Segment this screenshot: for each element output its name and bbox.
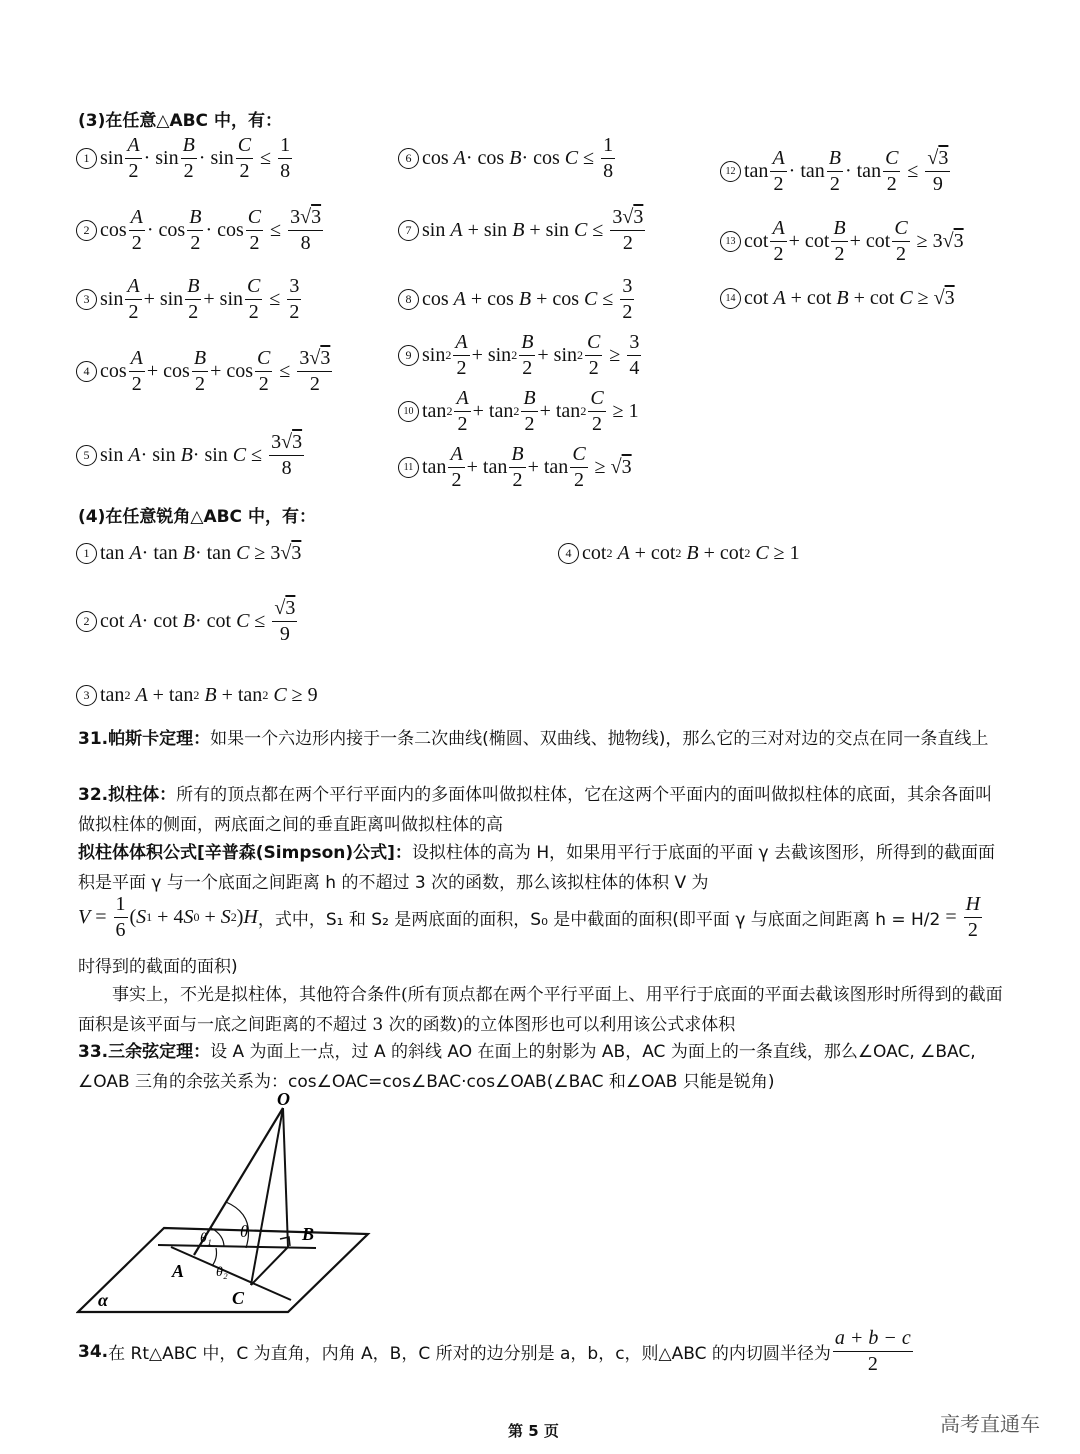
inradius-denominator: 2 — [867, 1353, 878, 1375]
item-32 — [78, 780, 1008, 840]
section3-heading: (3)在任意△ABC 中，有： — [78, 111, 282, 131]
item-31-title: 31.帕斯卡定理： — [78, 729, 211, 749]
ineq-12: 12 tan $\frac{A}{2}$ · tan $\frac{B}{2}$ · tan $\frac{C}{2}$ ≤ $\frac{√3}{9}$ — [720, 148, 952, 195]
item-33-title: 33.三余弦定理： — [78, 1042, 211, 1062]
ineq-3: 3 sin $\frac{A}{2}$ + sin $\frac{B}{2}$ + sin $\frac{C}{2}$ ≤ $\frac{3}{2}$ — [76, 276, 303, 323]
acute-ineq-3: 3 tan 2 A + tan 2 B + tan 2 C ≥ 9 — [76, 684, 318, 707]
item-34-title: 34. — [78, 1341, 109, 1362]
label-a: A — [172, 1261, 185, 1281]
ineq-9: 9 sin 2 $\frac{A}{2}$ + sin 2 $\frac{B}{2}$ + sin 2 $\frac{C}{2}$ ≥ $\frac{3}{4}$ — [398, 332, 643, 379]
section4-heading: (4)在任意锐角△ABC 中，有： — [78, 507, 316, 527]
acute-ineq-4: 4 cot 2 A + cot 2 B + cot 2 C ≥ 1 — [558, 542, 800, 565]
ineq-8: 8 cos A + cos B + cos C ≤ $\frac{3}{2}$ — [398, 276, 636, 323]
label-theta1: θ₁ — [200, 1231, 212, 1246]
label-theta: θ — [240, 1222, 249, 1241]
ineq-10: 10 tan 2 $\frac{A}{2}$ + tan 2 $\frac{B}{2}$ + tan 2 $\frac{C}{2}$ ≥ 1 — [398, 388, 639, 435]
simpson-text: 设拟柱体的高为 H，如果用平行于底面的平面 γ 去截该图形，所得到的截面面积是平面 γ 与一个底面之间距离 h 的不超过 3 次的函数，那么该拟柱体的体积 V 为 — [78, 843, 995, 893]
page-number: 第 5 页 — [508, 1422, 559, 1440]
item-34-text: 在 Rt△ABC 中，C 为直角，内角 A，B，C 所对的边分别是 a，b，c，则△ABC 的内切圆半径为 — [108, 1344, 831, 1364]
simpson-formula-line: V = $\frac{1}{6}$ ( S 1 + 4 S 0 + S 2 ) H ，式中，S₁ 和 S₂ 是两底面的面积，S₀ 是中截面的面积(即平面 γ 与底面之间距离 h = H/2 = $\frac{H}{2}$ — [78, 893, 981, 941]
ineq-7: 7 sin A + sin B + sin C ≤ $\frac{3√3}{2}$ — [398, 207, 647, 254]
line-ac — [171, 1247, 291, 1300]
inradius-fraction — [833, 1328, 913, 1375]
label-c: C — [232, 1288, 245, 1308]
simpson-tail: 时得到的截面的面积) — [78, 957, 238, 977]
ineq-4: 4 cos $\frac{A}{2}$ + cos $\frac{B}{2}$ + cos $\frac{C}{2}$ ≤ $\frac{3√3}{2}$ — [76, 348, 334, 395]
ineq-1: 1 sin $\frac{A}{2}$ · sin $\frac{B}{2}$ · sin $\frac{C}{2}$ ≤ $\frac{1}{8}$ — [76, 135, 294, 182]
label-theta2: θ₂ — [216, 1265, 228, 1280]
simpson-formula: V = $\frac{1}{6}$ ( S 1 + 4 S 0 + S 2 ) H — [78, 893, 258, 941]
label-o: O — [277, 1090, 290, 1109]
item-34 — [78, 1328, 915, 1375]
item-33-text: 设 A 为面上一点，过 A 的斜线 AO 在面上的射影为 AB，AC 为面上的一条直线，那么∠OAC, ∠BAC, ∠OAB 三角的余弦关系为：cos∠OAC=cos∠BAC·cos∠OAB(∠BAC 和∠OAB 只能是锐角) — [78, 1042, 976, 1092]
item-31 — [78, 724, 1008, 754]
ineq-6: 6 cos A · cos B · cos C ≤ $\frac{1}{8}$ — [398, 135, 617, 182]
item-31-text: 如果一个六边形内接于一条二次曲线(椭圆、双曲线、抛物线)，那么它的三对对边的交点在同一条直线上 — [210, 729, 989, 749]
line-ob — [283, 1108, 288, 1247]
ineq-5: 5 sin A · sin B · sin C ≤ $\frac{3√3}{8}$ — [76, 432, 306, 479]
acute-ineq-1: 1 tan A · tan B · tan C ≥ 3√ 3 — [76, 542, 301, 565]
acute-ineq-2: 2 cot A · cot B · cot C ≤ $\frac{√3}{9}$ — [76, 598, 299, 645]
ineq-14: 14 cot A + cot B + cot C ≥ √ 3 — [720, 287, 955, 310]
simpson-desc: ，式中，S₁ 和 S₂ 是两底面的面积，S₀ 是中截面的面积(即平面 γ 与底面之间距离 h = H/2 — [257, 910, 941, 930]
simpson-note: 事实上，不光是拟柱体，其他符合条件(所有顶点都在两个平行平面上、用平行于底面的平面去截该图形时所得到的截面面积是该平面与一底之间距离的不超过 3 次的函数)的立体图形也可以利用该公式求体积 — [78, 985, 1003, 1035]
simpson-formula-intro — [78, 838, 1008, 898]
ineq-13: 13 cot $\frac{A}{2}$ + cot $\frac{B}{2}$ + cot $\frac{C}{2}$ ≥ 3√ 3 — [720, 218, 964, 265]
simpson-title: 拟柱体体积公式[辛普森(Simpson)公式]： — [78, 843, 412, 863]
ineq-2: 2 cos $\frac{A}{2}$ · cos $\frac{B}{2}$ · cos $\frac{C}{2}$ ≤ $\frac{3√3}{8}$ — [76, 207, 325, 254]
item-32-title: 32.拟柱体： — [78, 785, 177, 805]
line-ab — [158, 1245, 316, 1248]
label-alpha: α — [98, 1290, 108, 1310]
ineq-11: 11 tan $\frac{A}{2}$ + tan $\frac{B}{2}$ + tan $\frac{C}{2}$ ≥ √ 3 — [398, 444, 632, 491]
item-33 — [78, 1037, 1008, 1097]
label-b: B — [302, 1224, 315, 1244]
three-cosine-figure — [76, 1090, 376, 1320]
watermark: 高考直通车 — [940, 1412, 1040, 1436]
arc-theta2 — [212, 1248, 217, 1266]
item-32-text: 所有的顶点都在两个平行平面内的多面体叫做拟柱体，它在这两个平面内的面叫做拟柱体的底面，其余各面叫做拟柱体的侧面，两底面之间的垂直距离叫做拟柱体的高 — [78, 785, 993, 835]
arc-theta1 — [211, 1228, 224, 1247]
inradius-numerator: a + b − c — [833, 1328, 913, 1352]
